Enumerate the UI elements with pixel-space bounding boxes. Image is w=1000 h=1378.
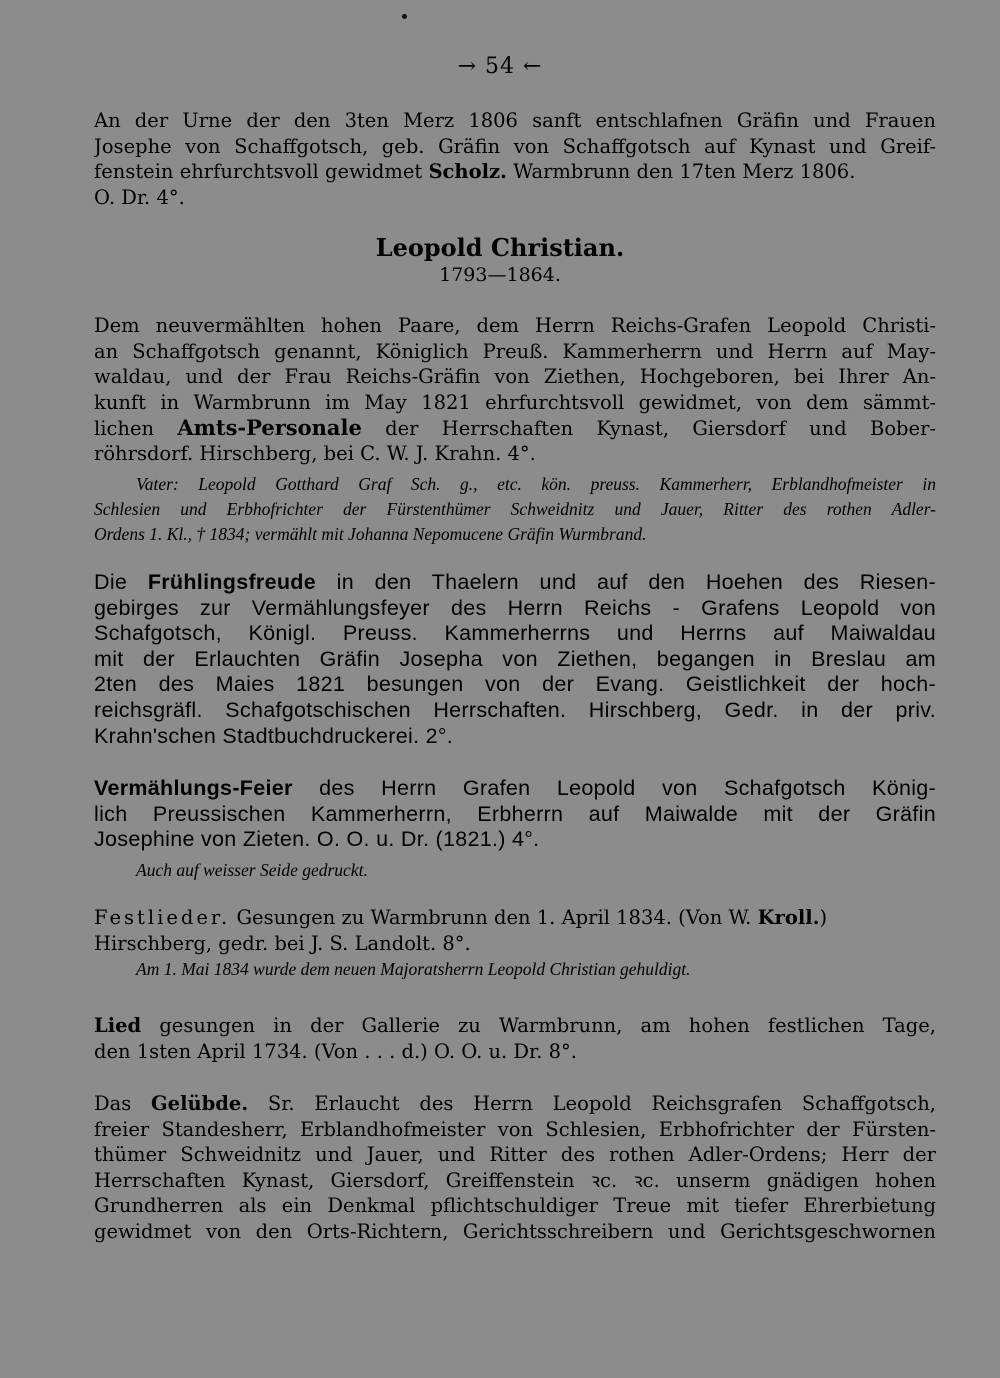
entry-line: an Schaffgotsch genannt, Königlich Preuß. Kammerherrn und Herrn auf May- (94, 339, 936, 363)
note-line: Auch auf weisser Seide gedruckt. (136, 860, 368, 880)
emphasis-text: Gelübde. (151, 1092, 249, 1115)
entry-line: gebirges zur Vermählungsfeyer des Herrn Reichs - Grafens Leopold von (94, 595, 936, 620)
entry-urne (94, 108, 936, 210)
entry-line: lich Preussischen Kammerherrn, Erbherrn auf Maiwalde mit der Gräfin (94, 801, 936, 826)
entry-line: kunft in Warmbrunn im May 1821 ehrfurchtsvoll gewidmet, von dem sämmt- (94, 390, 936, 414)
entry-line: den 1sten April 1734. (Von . . . d.) O. O. u. Dr. 8°. (94, 1039, 577, 1063)
author-name: Scholz. (428, 160, 507, 184)
section-years: 1793—1864. (439, 264, 561, 286)
entry-footnote (94, 858, 936, 883)
entry-neuvermaehlt (94, 313, 936, 467)
emphasis-text: Vermählungs-Feier (94, 776, 293, 800)
entry-line: O. Dr. 4°. (94, 185, 185, 209)
entry-line: Dem neuvermählten hohen Paare, dem Herrn Reichs-Grafen Leopold Christi- (94, 314, 936, 337)
entry-line: Vermählungs-Feier des Herrn Grafen Leopold von Schafgotsch König- (94, 776, 936, 800)
entry-line: fenstein ehrfurchtsvoll gewidmet Scholz. Warmbrunn den 17ten Merz 1806. (94, 160, 856, 184)
entry-line: An der Urne der den 3ten Merz 1806 sanft entschlafnen Gräfin und Frauen (94, 109, 936, 132)
entry-line: Festlieder. Gesungen zu Warmbrunn den 1. April 1834. (Von W. Kroll.) (94, 906, 828, 929)
entry-line: lichen Amts-Personale der Herrschaften Kynast, Giersdorf und Bober- (94, 415, 936, 441)
entry-line: Das Gelübde. Sr. Erlaucht des Herrn Leopold Reichsgrafen Schaffgotsch, (94, 1092, 936, 1115)
entry-line: Die Frühlingsfreude in den Thaelern und auf den Hoehen des Riesen- (94, 570, 936, 594)
entry-line: waldau, und der Frau Reichs-Gräfin von Ziethen, Hochgeboren, bei Ihrer An- (94, 365, 936, 389)
entry-line: Hirschberg, gedr. bei J. S. Landolt. 8°. (94, 931, 471, 955)
entry-footnote (94, 957, 936, 982)
entry-line: Lied gesungen in der Gallerie zu Warmbrunn, am hohen festlichen Tage, (94, 1014, 936, 1037)
emphasis-text: Frühlingsfreude (147, 570, 316, 594)
entry-footnote (94, 472, 936, 547)
entry-line: Josephine von Zieten. O. O. u. Dr. (1821.) 4°. (94, 827, 540, 852)
entry-geluebde (94, 1091, 936, 1245)
entry-line: Herrschaften Kynast, Giersdorf, Greiffenstein ꝛc. ꝛc. unserm gnädigen hohen (94, 1168, 936, 1192)
section-title: Leopold Christian. (375, 233, 625, 262)
note-line: Schlesien und Erbhofrichter der Fürstenthümer Schweidnitz und Jauer, Ritter des rothen Adler- (94, 499, 936, 519)
emphasis-text: Festlieder. (94, 906, 231, 929)
entry-lied (94, 1013, 936, 1064)
entry-line: freier Standesherr, Erblandhofmeister von Schlesien, Erbhofrichter der Fürsten- (94, 1117, 936, 1141)
entry-fruehlingsfreude (94, 570, 936, 749)
note-line: Am 1. Mai 1834 wurde dem neuen Majoratsherrn Leopold Christian gehuldigt. (136, 959, 691, 979)
note-line: Ordens 1. Kl., † 1834; vermählt mit Johanna Nepomucene Gräfin Wurmbrand. (94, 524, 647, 544)
emphasis-text: Lied (94, 1014, 142, 1037)
entry-line: röhrsdorf. Hirschberg, bei C. W. J. Krahn. 4°. (94, 441, 536, 465)
entry-vermaehlungsfeier (94, 776, 936, 853)
ink-speck (402, 14, 407, 19)
entry-line: Grundherren als ein Denkmal pflichtschuldiger Treue mit tiefer Ehrerbietung (94, 1194, 936, 1218)
entry-line: thümer Schweidnitz und Jauer, und Ritter des rothen Adler-Ordens; Herr der (94, 1143, 936, 1167)
entry-line: gewidmet von den Orts-Richtern, Gerichtsschreibern und Gerichtsgeschwornen (94, 1219, 936, 1243)
note-line: Vater: Leopold Gotthard Graf Sch. g., etc. kön. preuss. Kammerherr, Erblandhofmeister in (136, 474, 936, 494)
entry-line: Josephe von Schaffgotsch, geb. Gräfin von Schaffgotsch auf Kynast und Greif- (94, 134, 936, 158)
entry-line: Schafgotsch, Königl. Preuss. Kammerherrns und Herrns auf Maiwaldau (94, 621, 936, 646)
entry-line: 2ten des Maies 1821 besungen von der Evang. Geistlichkeit der hoch- (94, 672, 936, 697)
page-number: → 54 ← (457, 54, 543, 79)
emphasis-text: Amts-Personale (177, 415, 362, 441)
entry-festlieder (94, 905, 936, 956)
entry-line: Krahn'schen Stadtbuchdruckerei. 2°. (94, 723, 454, 748)
entry-line: mit der Erlauchten Gräfin Josepha von Ziethen, begangen in Breslau am (94, 646, 936, 671)
entry-line: reichsgräfl. Schafgotschischen Herrschaften. Hirschberg, Gedr. in der priv. (94, 697, 936, 722)
author-name: Kroll. (757, 906, 820, 929)
